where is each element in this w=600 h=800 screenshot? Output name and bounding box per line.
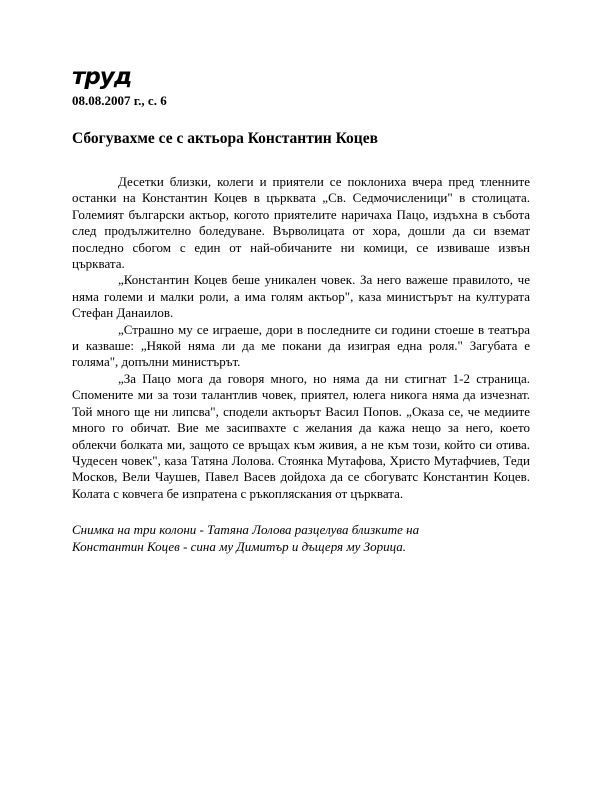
photo-caption: Снимка на три колони - Татяна Лолова разцелува близките на Константин Коцев - сина му Димитър и дъщеря му Зорица.	[72, 522, 420, 555]
article-paragraph: „Константин Коцев беше уникален човек. За него важеше правилото, че няма големи и малки роли, а има голям актьор", каза министърът на културата Стефан Данаилов.	[72, 272, 530, 321]
logo-text: труд	[72, 64, 132, 90]
article-paragraph: Десетки близки, колеги и приятели се поклониха вчера пред тленните останки на Константин Коцев в църквата „Св. Седмочисленици" в столицата. Големият български актьор, когото приятелите наричаха Пацо, издъхна в събота след продължително боледуване. Върволицата от хора, дошли да си вземат последно сбогом с един от най-обичаните ни комици, се извиваше извън църквата.	[72, 174, 530, 272]
publication-date: 08.08.2007 г., с. 6	[72, 93, 167, 108]
article-body	[72, 174, 530, 502]
article-paragraph: „Страшно му се играеше, дори в последните си години стоеше в театъра и казваше: „Някой няма ли да ме покани да изиграя една роля." Загубата е голяма", допълни министърът.	[72, 321, 530, 370]
article-title: Сбогувахме се с актьора Константин Коцев	[72, 130, 378, 147]
article-paragraph: „За Пацо мога да говоря много, но няма да ни стигнат 1-2 страница. Спомените ми за този талантлив човек, приятел, юлега никога няма да изчезнат. Той много ще ни липсва", сподели актьорът Васил Попов. „Оказа се, че медиите много го обичат. Вие ме засипвахте с желания да кажа нещо за него, което облекчи болката ми, защото се връщах към живия, а не към този, който си отива. Чудесен човек", каза Татяна Лолова. Стоянка Мутафова, Христо Мутафчиев, Теди Москов, Вели Чаушев, Павел Васев дойдоха да се сбогуватс Константин Коцев. Колата с ковчега бе изпратена с ръкопляскания от църквата.	[72, 370, 530, 501]
trud-newspaper-logo	[72, 62, 134, 92]
article-page	[72, 62, 530, 555]
